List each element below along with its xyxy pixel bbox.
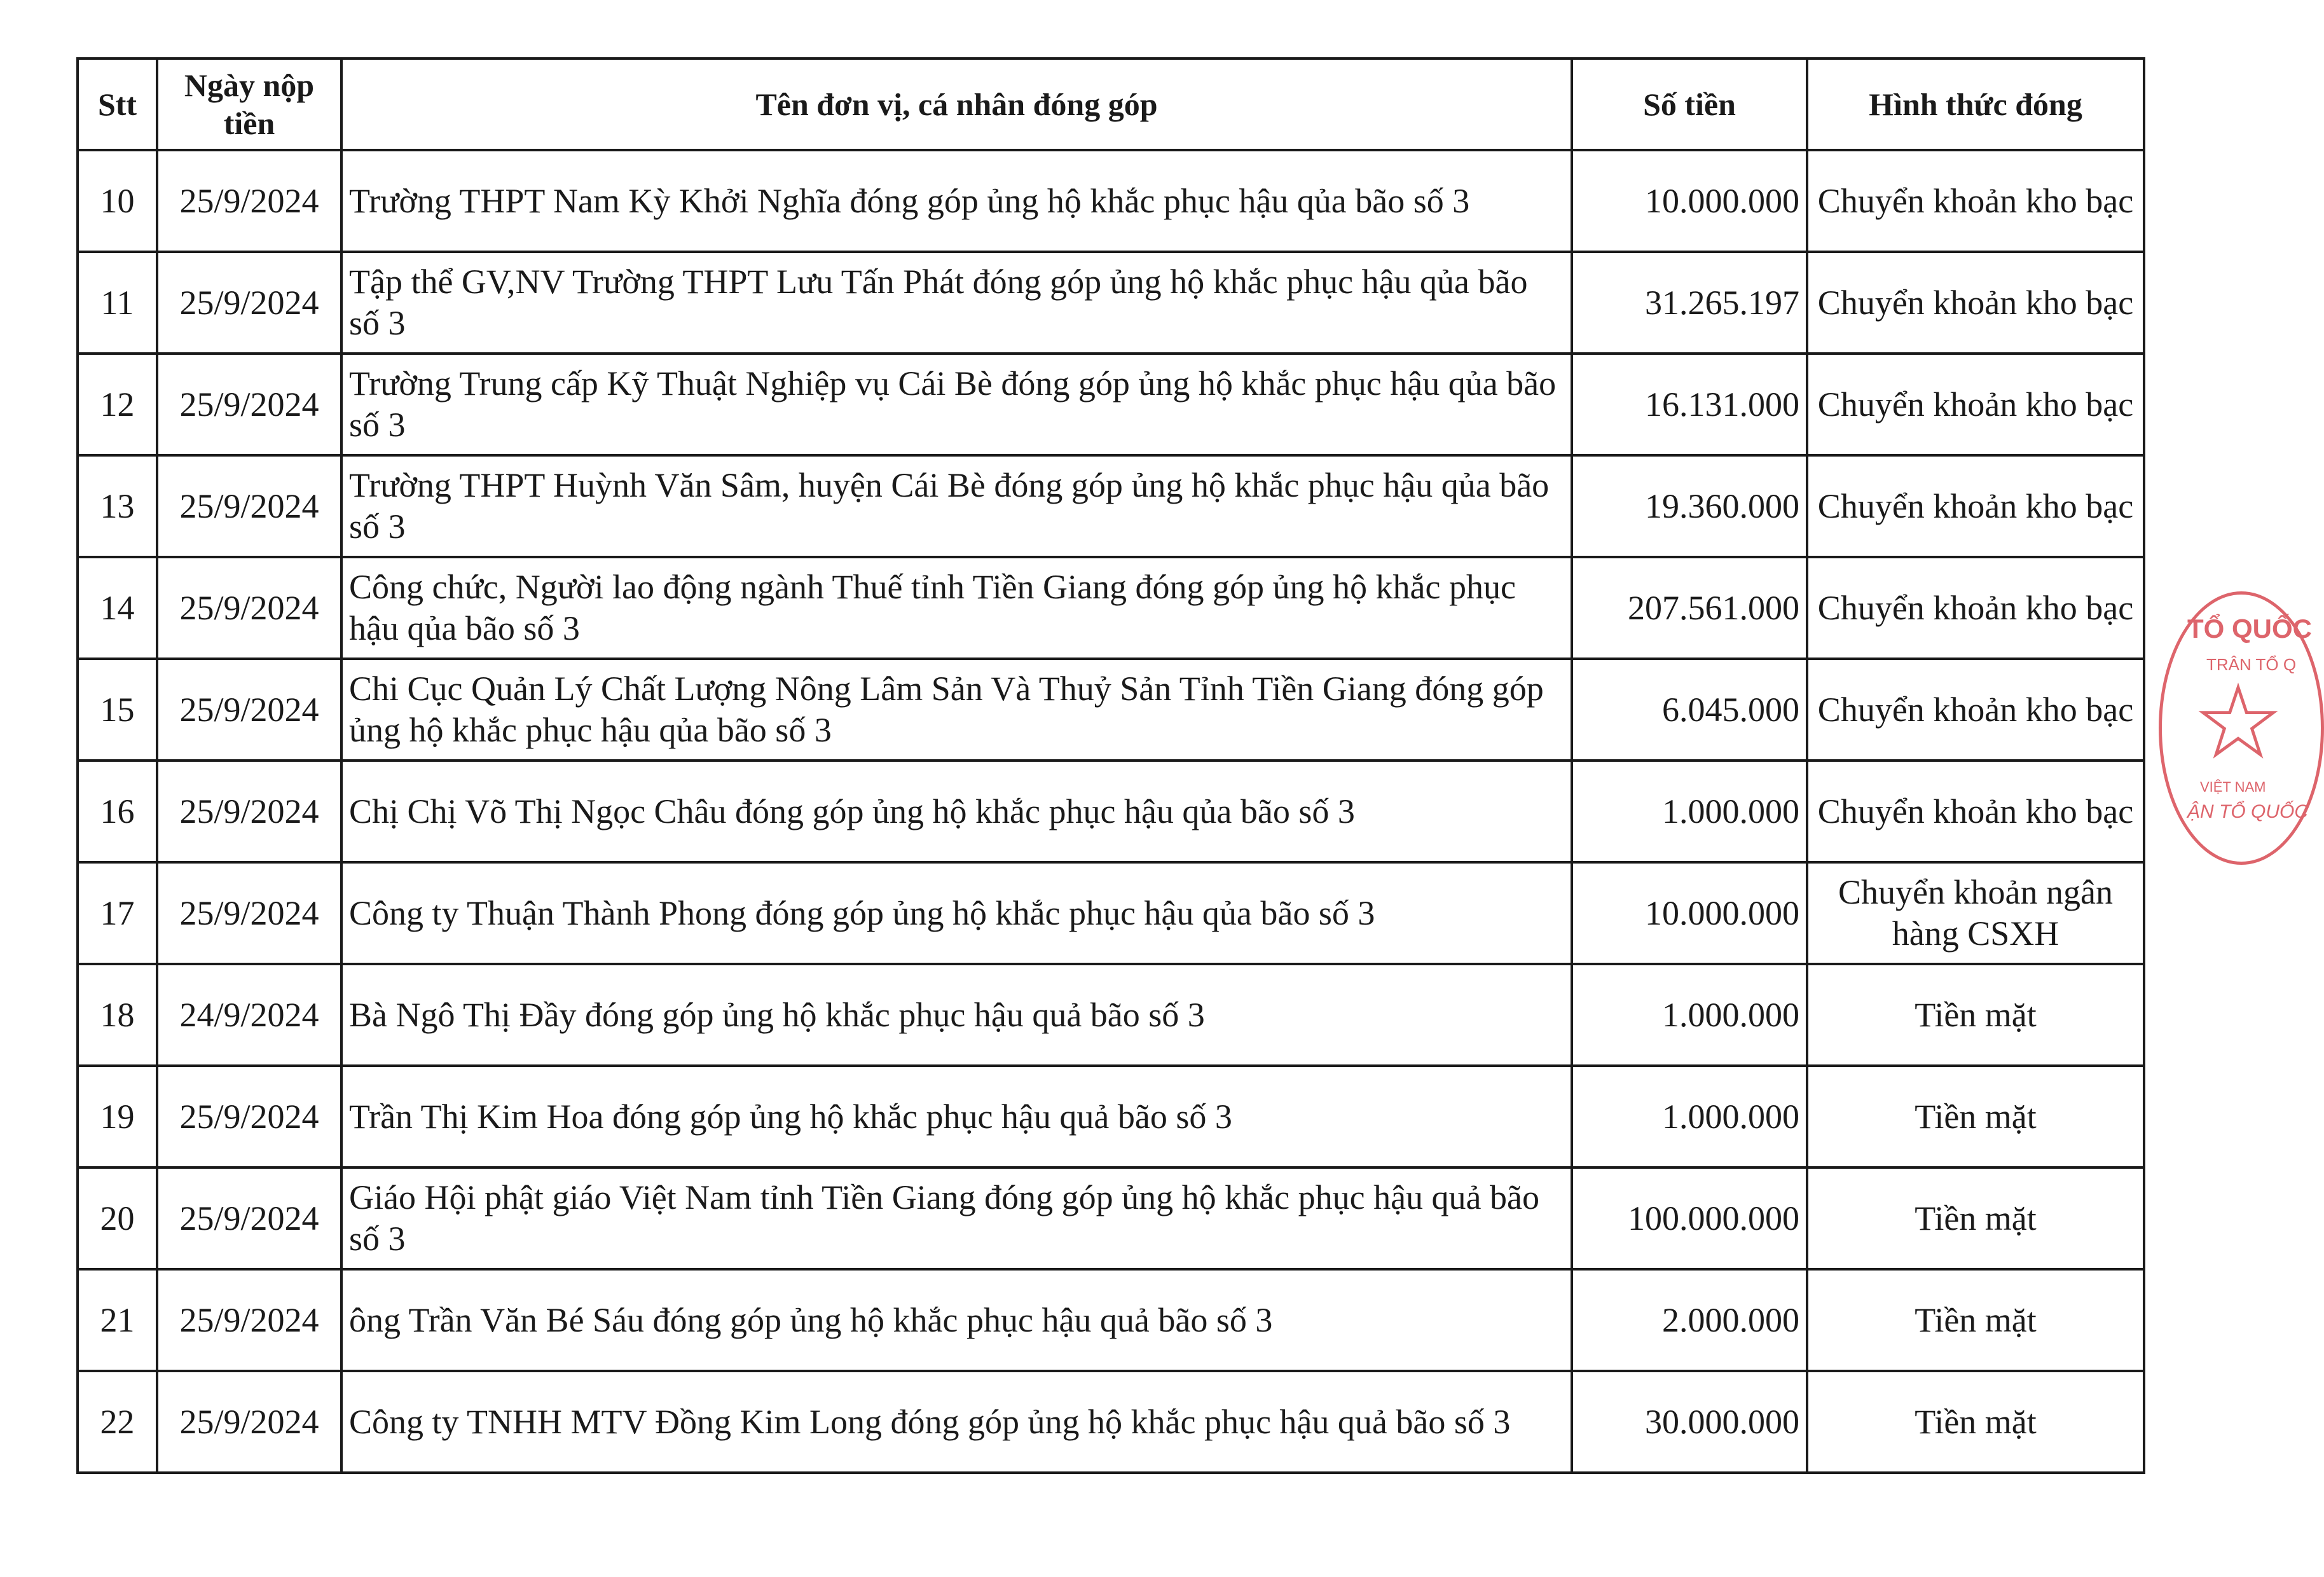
cell-amount: 19.360.000: [1572, 455, 1807, 557]
table-row: [78, 455, 2144, 557]
table-row: [78, 557, 2144, 659]
cell-stt: 12: [78, 354, 157, 455]
cell-contributor-name: Trường THPT Nam Kỳ Khởi Nghĩa đóng góp ủng hộ khắc phục hậu qủa bão số 3: [341, 150, 1572, 252]
cell-payment-method: Chuyển khoản kho bạc: [1807, 761, 2144, 862]
stamp-text-mid: VIỆT NAM: [2200, 779, 2266, 795]
cell-stt: 19: [78, 1066, 157, 1167]
cell-amount: 2.000.000: [1572, 1269, 1807, 1371]
cell-amount: 16.131.000: [1572, 354, 1807, 455]
cell-amount: 100.000.000: [1572, 1167, 1807, 1269]
table-row: [78, 761, 2144, 862]
cell-amount: 1.000.000: [1572, 964, 1807, 1066]
cell-payment-method: Chuyển khoản kho bạc: [1807, 659, 2144, 761]
cell-stt: 16: [78, 761, 157, 862]
cell-stt: 18: [78, 964, 157, 1066]
cell-stt: 11: [78, 252, 157, 354]
cell-payment-method: Chuyển khoản kho bạc: [1807, 252, 2144, 354]
cell-payment-method: Tiền mặt: [1807, 1371, 2144, 1473]
cell-contributor-name: Trường THPT Huỳnh Văn Sâm, huyện Cái Bè đóng góp ủng hộ khắc phục hậu qủa bão số 3: [341, 455, 1572, 557]
cell-date: 25/9/2024: [157, 1371, 341, 1473]
cell-date: 25/9/2024: [157, 659, 341, 761]
cell-date: 25/9/2024: [157, 252, 341, 354]
cell-contributor-name: ông Trần Văn Bé Sáu đóng góp ủng hộ khắc phục hậu quả bão số 3: [341, 1269, 1572, 1371]
table-row: [78, 659, 2144, 761]
cell-payment-method: Chuyển khoản kho bạc: [1807, 354, 2144, 455]
table-row: [78, 150, 2144, 252]
cell-contributor-name: Công chức, Người lao động ngành Thuế tỉnh Tiền Giang đóng góp ủng hộ khắc phục hậu qủa bão số 3: [341, 557, 1572, 659]
cell-payment-method: Tiền mặt: [1807, 1167, 2144, 1269]
cell-amount: 1.000.000: [1572, 1066, 1807, 1167]
cell-stt: 20: [78, 1167, 157, 1269]
table-row: [78, 1269, 2144, 1371]
header-amount: Số tiền: [1572, 59, 1807, 150]
cell-stt: 21: [78, 1269, 157, 1371]
cell-amount: 10.000.000: [1572, 862, 1807, 964]
cell-date: 24/9/2024: [157, 964, 341, 1066]
red-stamp: [2159, 591, 2324, 865]
cell-contributor-name: Trần Thị Kim Hoa đóng góp ủng hộ khắc phục hậu quả bão số 3: [341, 1066, 1572, 1167]
header-method: Hình thức đóng: [1807, 59, 2144, 150]
cell-amount: 207.561.000: [1572, 557, 1807, 659]
table-body: [78, 150, 2144, 1473]
cell-date: 25/9/2024: [157, 354, 341, 455]
cell-amount: 10.000.000: [1572, 150, 1807, 252]
header-stt: Stt: [78, 59, 157, 150]
cell-contributor-name: Công ty Thuận Thành Phong đóng góp ủng hộ khắc phục hậu qủa bão số 3: [341, 862, 1572, 964]
table-row: [78, 354, 2144, 455]
table-row: [78, 862, 2144, 964]
cell-stt: 14: [78, 557, 157, 659]
cell-date: 25/9/2024: [157, 150, 341, 252]
cell-date: 25/9/2024: [157, 1167, 341, 1269]
table-row: [78, 964, 2144, 1066]
cell-payment-method: Chuyển khoản kho bạc: [1807, 557, 2144, 659]
cell-payment-method: Tiền mặt: [1807, 1269, 2144, 1371]
cell-date: 25/9/2024: [157, 862, 341, 964]
header-date: Ngày nộp tiền: [157, 59, 341, 150]
cell-date: 25/9/2024: [157, 1066, 341, 1167]
cell-payment-method: Tiền mặt: [1807, 964, 2144, 1066]
stamp-text-bottom: ẬN TỔ QUỐC: [2187, 801, 2309, 822]
table-row: [78, 252, 2144, 354]
table-header-row: [78, 59, 2144, 150]
cell-contributor-name: Tập thể GV,NV Trường THPT Lưu Tấn Phát đóng góp ủng hộ khắc phục hậu qủa bão số 3: [341, 252, 1572, 354]
table-row: [78, 1371, 2144, 1473]
donation-table: [76, 57, 2145, 1474]
cell-payment-method: Chuyển khoản ngân hàng CSXH: [1807, 862, 2144, 964]
cell-contributor-name: Công ty TNHH MTV Đồng Kim Long đóng góp ủng hộ khắc phục hậu quả bão số 3: [341, 1371, 1572, 1473]
cell-stt: 22: [78, 1371, 157, 1473]
cell-contributor-name: Bà Ngô Thị Đầy đóng góp ủng hộ khắc phục hậu quả bão số 3: [341, 964, 1572, 1066]
cell-amount: 30.000.000: [1572, 1371, 1807, 1473]
cell-payment-method: Chuyển khoản kho bạc: [1807, 150, 2144, 252]
table-row: [78, 1066, 2144, 1167]
table-row: [78, 1167, 2144, 1269]
cell-contributor-name: Trường Trung cấp Kỹ Thuật Nghiệp vụ Cái Bè đóng góp ủng hộ khắc phục hậu qủa bão số 3: [341, 354, 1572, 455]
cell-payment-method: Tiền mặt: [1807, 1066, 2144, 1167]
cell-stt: 13: [78, 455, 157, 557]
cell-date: 25/9/2024: [157, 557, 341, 659]
cell-contributor-name: Giáo Hội phật giáo Việt Nam tỉnh Tiền Giang đóng góp ủng hộ khắc phục hậu quả bão số 3: [341, 1167, 1572, 1269]
header-name: Tên đơn vị, cá nhân đóng góp: [341, 59, 1572, 150]
cell-contributor-name: Chi Cục Quản Lý Chất Lượng Nông Lâm Sản Và Thuỷ Sản Tỉnh Tiền Giang đóng góp ủng hộ khắc phục hậu qủa bão số 3: [341, 659, 1572, 761]
cell-amount: 6.045.000: [1572, 659, 1807, 761]
cell-amount: 1.000.000: [1572, 761, 1807, 862]
cell-date: 25/9/2024: [157, 455, 341, 557]
stamp-text-top: TỔ QUỐC: [2187, 614, 2312, 644]
cell-stt: 10: [78, 150, 157, 252]
cell-payment-method: Chuyển khoản kho bạc: [1807, 455, 2144, 557]
cell-date: 25/9/2024: [157, 761, 341, 862]
cell-contributor-name: Chị Chị Võ Thị Ngọc Châu đóng góp ủng hộ khắc phục hậu qủa bão số 3: [341, 761, 1572, 862]
cell-stt: 15: [78, 659, 157, 761]
cell-stt: 17: [78, 862, 157, 964]
star-icon: [2200, 684, 2276, 760]
stamp-text-sub: TRÂN TỔ Q: [2206, 655, 2297, 674]
cell-amount: 31.265.197: [1572, 252, 1807, 354]
cell-date: 25/9/2024: [157, 1269, 341, 1371]
